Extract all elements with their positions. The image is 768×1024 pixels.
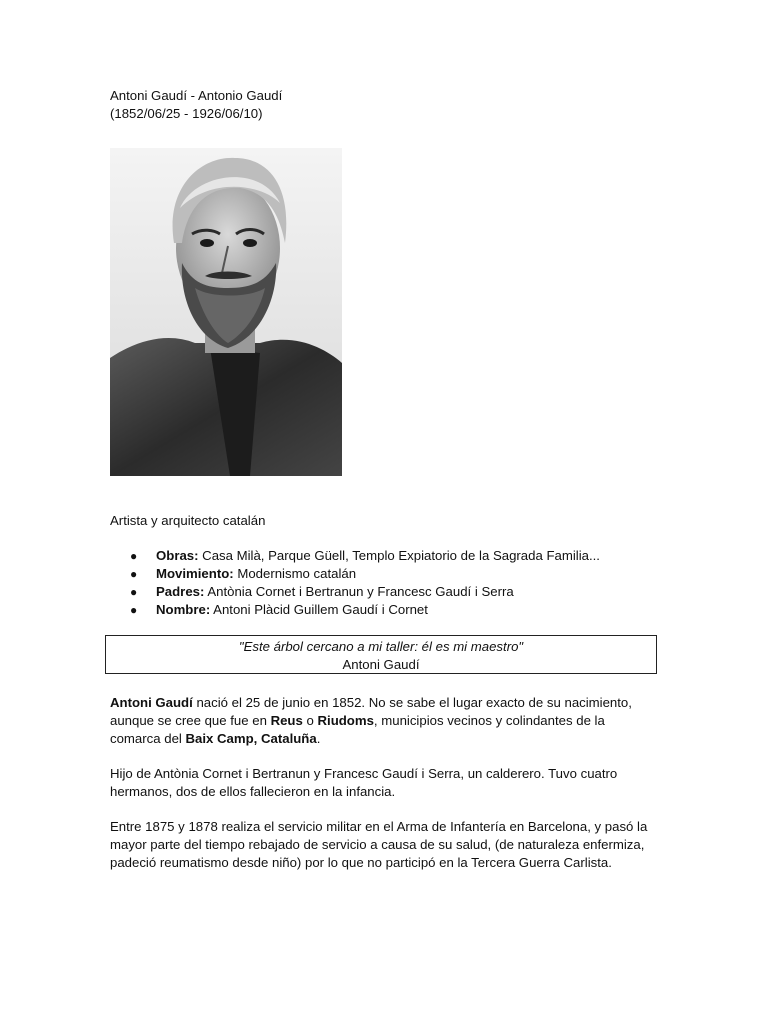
quote-author: Antoni Gaudí: [342, 657, 420, 672]
bullet-icon: ●: [130, 585, 138, 599]
paragraph-family: Hijo de Antònia Cornet i Bertranun y Francesc Gaudí i Serra, un calderero. Tuvo cuatro hermanos, dos de ellos fallecieron en la infancia.: [110, 766, 618, 799]
document-header: [110, 87, 282, 123]
fact-label: Movimiento:: [156, 566, 234, 581]
fact-value: Modernismo catalán: [233, 566, 357, 581]
list-item: [130, 565, 600, 583]
quote-box: [105, 635, 657, 674]
dates-line: (1852/06/25 - 1926/06/10): [110, 106, 263, 121]
bold-region: Baix Camp, Cataluña: [185, 731, 317, 746]
text-run: o: [302, 713, 318, 728]
paragraph-birth: [110, 694, 658, 748]
list-item: [130, 547, 600, 565]
portrait-image: [110, 148, 342, 476]
fact-label: Obras:: [156, 548, 199, 563]
text-run: nació el 25 de junio en 1852. No se sabe el lugar exacto de su nacimiento, aunque se cree que fue en: [110, 695, 632, 728]
fact-value: Casa Milà, Parque Güell, Templo Expiatorio de la Sagrada Familia...: [198, 548, 600, 563]
bold-reus: Reus: [270, 713, 303, 728]
facts-list: [130, 547, 600, 619]
fact-value: Antoni Plàcid Guillem Gaudí i Cornet: [210, 602, 428, 617]
fact-value: Antònia Cornet i Bertranun y Francesc Gaudí i Serra: [204, 584, 514, 599]
list-item: [130, 583, 600, 601]
text-run: .: [316, 731, 321, 746]
list-item: [130, 601, 600, 619]
quote-text: "Este árbol cercano a mi taller: él es mi maestro": [238, 639, 524, 654]
bold-riudoms: Riudoms: [317, 713, 374, 728]
bullet-icon: ●: [130, 603, 138, 617]
paragraph-military: Entre 1875 y 1878 realiza el servicio militar en el Arma de Infantería en Barcelona, y pasó la mayor parte del tiempo rebajado de servicio a causa de su salud, (de naturaleza enfermiza, padeció reumatismo desde niño) por lo que no participó en la Tercera Guerra Carlista.: [110, 819, 648, 870]
fact-label: Nombre:: [156, 602, 211, 617]
name-line: Antoni Gaudí - Antonio Gaudí: [110, 88, 283, 103]
subtitle: Artista y arquitecto catalán: [110, 513, 266, 528]
bullet-icon: ●: [130, 549, 138, 563]
bold-name: Antoni Gaudí: [110, 695, 193, 710]
bullet-icon: ●: [130, 567, 138, 581]
text-run: , municipios vecinos y colindantes de la comarca del: [110, 713, 605, 746]
fact-label: Padres:: [156, 584, 205, 599]
portrait-photo: [110, 148, 342, 476]
